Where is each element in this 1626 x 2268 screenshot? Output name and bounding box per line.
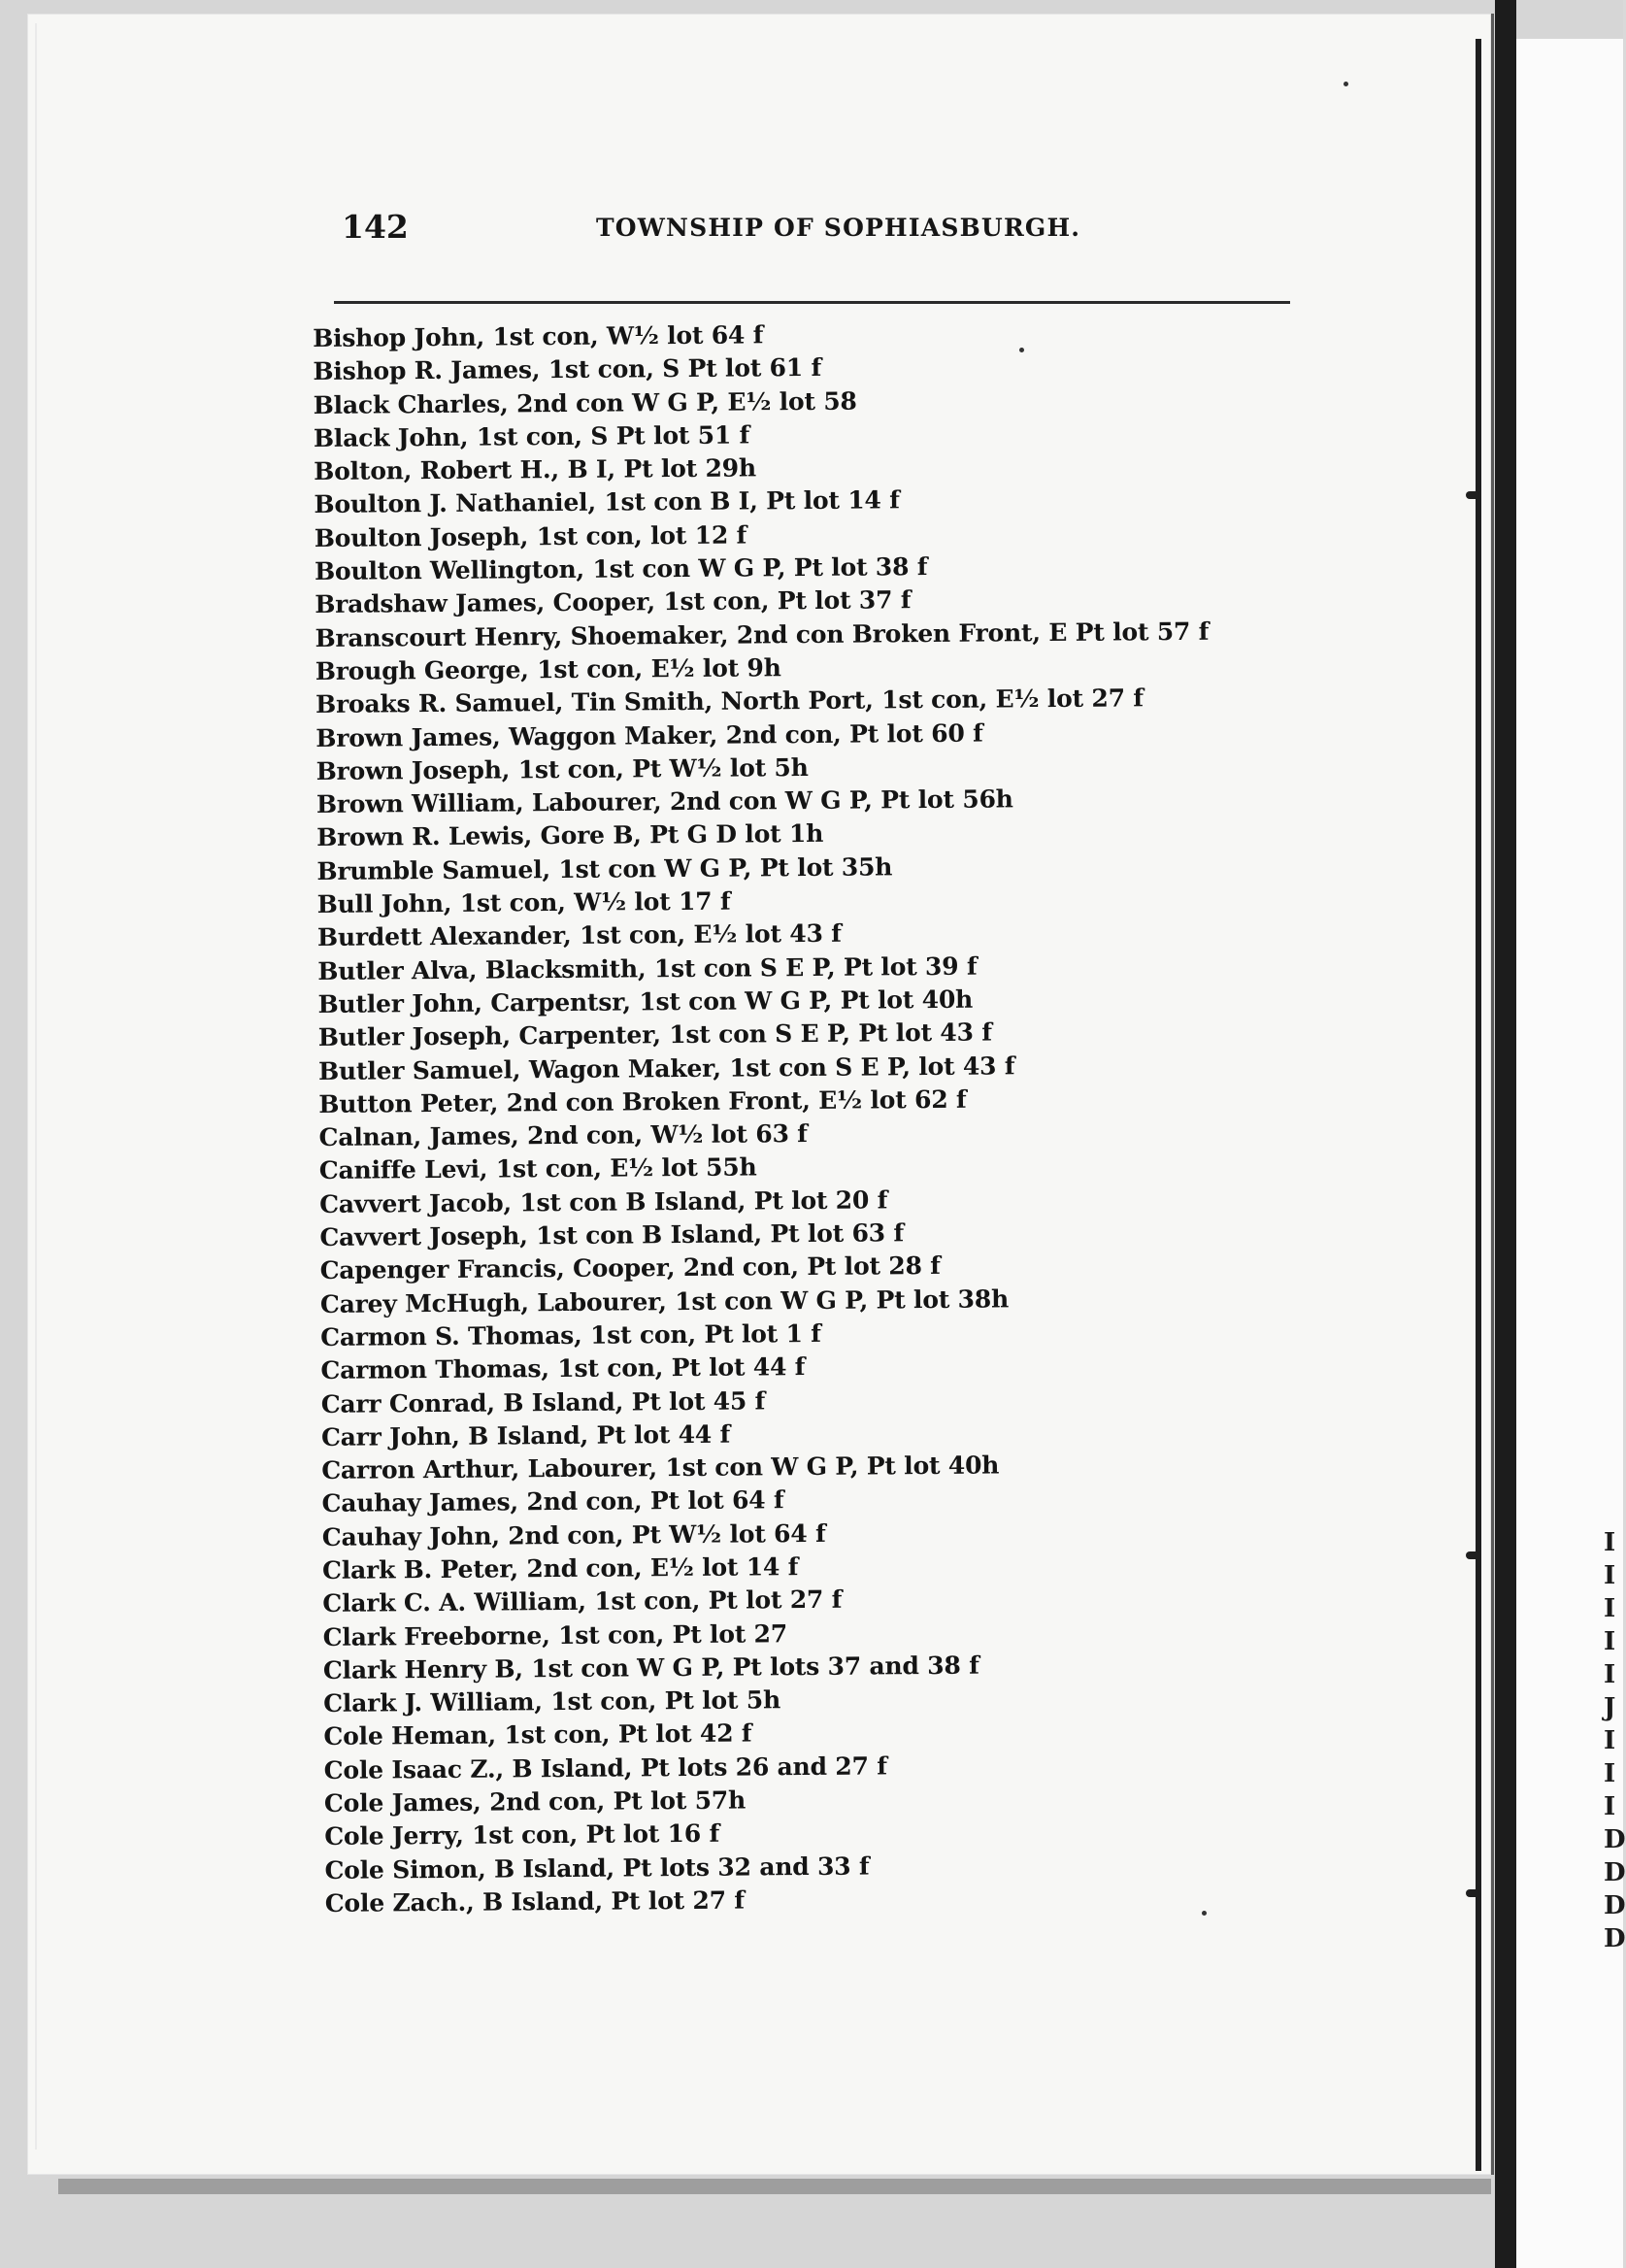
adjacent-page-letter: I (1604, 1792, 1616, 1821)
book-spine (1495, 0, 1516, 2268)
adjacent-page-letter: I (1604, 1627, 1616, 1656)
directory-entry: Calnan, James, 2nd con, W½ lot 63 f (318, 1119, 808, 1152)
directory-entry: Broaks R. Samuel, Tin Smith, North Port, 1st con, E½ lot 27 f (315, 684, 1145, 719)
adjacent-page-letter: D (1604, 1891, 1626, 1920)
adjacent-page-letter: I (1604, 1759, 1616, 1788)
directory-entry: Carron Arthur, Labourer, 1st con W G P, Pt lot 40h (321, 1451, 1000, 1485)
page-header (342, 202, 1293, 260)
adjacent-page-letter: D (1604, 1924, 1626, 1953)
directory-entry: Carr John, B Island, Pt lot 44 f (320, 1419, 731, 1451)
directory-entry: Bolton, Robert H., B I, Pt lot 29h (314, 453, 756, 486)
directory-entry: Butler Joseph, Carpenter, 1st con S E P, Pt lot 43 f (317, 1017, 992, 1052)
adjacent-page-letter: I (1604, 1726, 1616, 1755)
directory-entry: Cole Isaac Z., B Island, Pt lots 26 and 27 f (323, 1751, 887, 1784)
binding-brace-notch (1466, 491, 1479, 499)
directory-entry: Carmon Thomas, 1st con, Pt lot 44 f (320, 1352, 806, 1385)
directory-entry: Cauhay James, 2nd con, Pt lot 64 f (321, 1485, 784, 1518)
directory-entry: Brown James, Waggon Maker, 2nd con, Pt lot 60 f (315, 718, 983, 752)
directory-entry: Bishop R. James, 1st con, S Pt lot 61 f (313, 353, 822, 386)
adjacent-page-letter: I (1604, 1594, 1616, 1623)
directory-entry: Button Peter, 2nd con Broken Front, E½ lot 62 f (318, 1084, 967, 1118)
running-head: TOWNSHIP OF SOPHIASBURGH. (596, 214, 1081, 242)
directory-entry: Carey McHugh, Labourer, 1st con W G P, Pt lot 38h (319, 1284, 1010, 1318)
directory-entry: Brown William, Labourer, 2nd con W G P, Pt lot 56h (315, 784, 1013, 819)
page-bottom-edge (58, 2179, 1491, 2194)
directory-entry: Caniffe Levi, 1st con, E½ lot 55h (318, 1152, 757, 1185)
directory-entry: Brown R. Lewis, Gore B, Pt G D lot 1h (316, 819, 824, 852)
directory-entry: Capenger Francis, Cooper, 2nd con, Pt lot 28 f (319, 1251, 941, 1285)
directory-entry: Cole Heman, 1st con, Pt lot 42 f (323, 1718, 752, 1751)
directory-entry: Black Charles, 2nd con W G P, E½ lot 58 (313, 386, 857, 419)
adjacent-page-letter: J (1604, 1693, 1616, 1722)
adjacent-page-letter: D (1604, 1858, 1626, 1887)
directory-entry: Cole Jerry, 1st con, Pt lot 16 f (324, 1819, 720, 1851)
adjacent-page-letter: I (1604, 1660, 1616, 1689)
directory-entry: Bishop John, 1st con, W½ lot 64 f (313, 320, 764, 352)
adjacent-page-letter: I (1604, 1561, 1616, 1590)
page-number: 142 (342, 208, 409, 246)
directory-entry: Butler Samuel, Wagon Maker, 1st con S E P, lot 43 f (317, 1051, 1015, 1085)
directory-entry: Boulton J. Nathaniel, 1st con B I, Pt lot 14 f (314, 485, 900, 519)
directory-entry: Brough George, 1st con, E½ lot 9h (315, 653, 781, 685)
directory-entry: Cole James, 2nd con, Pt lot 57h (323, 1785, 747, 1818)
binding-brace-lower (1476, 1553, 1481, 1893)
print-speck (1344, 82, 1348, 86)
directory-entry: Brown Joseph, 1st con, Pt W½ lot 5h (315, 752, 809, 785)
directory-entry: Cavvert Jacob, 1st con B Island, Pt lot 20 f (319, 1185, 888, 1218)
directory-entry: Carr Conrad, B Island, Pt lot 45 f (320, 1385, 766, 1418)
directory-entry: Carmon S. Thomas, 1st con, Pt lot 1 f (320, 1318, 821, 1351)
directory-entry: Cole Simon, B Island, Pt lots 32 and 33 f (324, 1851, 870, 1884)
directory-entry: Cole Zach., B Island, Pt lot 27 f (324, 1885, 746, 1918)
binding-brace-middle (1476, 505, 1481, 1553)
header-rule (334, 301, 1290, 304)
directory-entry: Clark J. William, 1st con, Pt lot 5h (323, 1685, 781, 1718)
directory-entry: Bradshaw James, Cooper, 1st con, Pt lot 37 f (315, 585, 912, 619)
adjacent-page-letter: D (1604, 1825, 1626, 1854)
directory-entry: Clark B. Peter, 2nd con, E½ lot 14 f (321, 1552, 799, 1584)
directory-entry: Clark Freeborne, 1st con, Pt lot 27 (322, 1618, 788, 1651)
directory-entry: Black John, 1st con, S Pt lot 51 f (313, 420, 750, 452)
directory-entry: Bull John, 1st con, W½ lot 17 f (316, 886, 731, 919)
directory-entry: Brumble Samuel, 1st con W G P, Pt lot 35h (316, 852, 893, 885)
directory-entry: Clark Henry B, 1st con W G P, Pt lots 37 and 38 f (322, 1651, 979, 1684)
page-inner-edge (35, 23, 37, 2150)
directory-entry: Burdett Alexander, 1st con, E½ lot 43 f (316, 919, 842, 952)
directory-entry-list (313, 315, 1315, 1920)
directory-entry: Boulton Wellington, 1st con W G P, Pt lot 38 f (314, 552, 928, 586)
binding-brace-bottom (1476, 1893, 1481, 2171)
directory-entry: Cauhay John, 2nd con, Pt W½ lot 64 f (321, 1518, 826, 1551)
binding-brace-upper (1476, 39, 1481, 505)
directory-entry: Cavvert Joseph, 1st con B Island, Pt lot 63 f (319, 1218, 905, 1251)
directory-entry: Clark C. A. William, 1st con, Pt lot 27 f (322, 1585, 843, 1618)
directory-entry: Butler Alva, Blacksmith, 1st con S E P, Pt lot 39 f (317, 951, 978, 985)
directory-entry: Butler John, Carpentsr, 1st con W G P, Pt lot 40h (317, 984, 974, 1018)
directory-entry: Boulton Joseph, 1st con, lot 12 f (314, 520, 747, 552)
adjacent-page-letter: I (1604, 1528, 1616, 1557)
directory-entry: Branscourt Henry, Shoemaker, 2nd con Broken Front, E Pt lot 57 f (315, 617, 1210, 652)
